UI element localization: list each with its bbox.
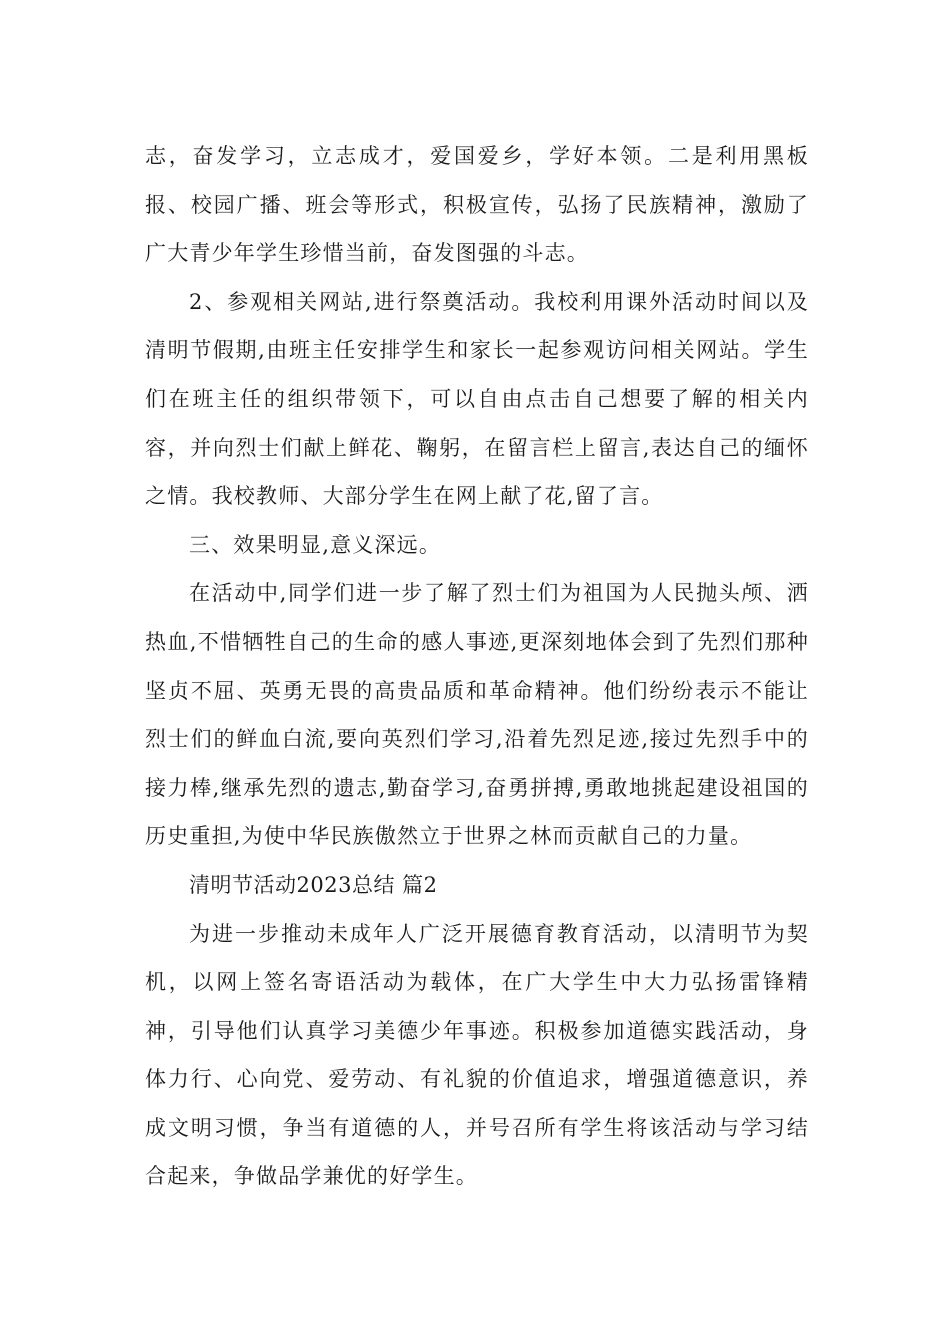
paragraph-activity-impact: 在活动中,同学们进一步了解了烈士们为祖国为人民抛头颅、洒热血,不惜牺牲自己的生命的感人事迹,更深刻地体会到了先烈们那种坚贞不屈、英勇无畏的高贵品质和革命精神。他们纷纷表示不能让烈士们的鲜血白流,要向英烈们学习,沿着先烈足迹,接过先烈手中的接力棒,继承先烈的遗志,勤奋学习,奋勇拼搏,勇敢地挑起建设祖国的历史重担,为使中华民族傲然立于世界之林而贡献自己的力量。 <box>145 581 809 849</box>
article-title-part-2: 清明节活动2023总结 篇2 <box>189 872 438 897</box>
document-body <box>145 132 809 1201</box>
section-heading-results: 三、效果明显,意义深远。 <box>189 532 442 557</box>
paragraph-moral-education: 为进一步推动未成年人广泛开展德育教育活动，以清明节为契机，以网上签名寄语活动为载体，在广大学生中大力弘扬雷锋精神，引导他们认真学习美德少年事迹。积极参加道德实践活动，身体力行、心向党、爱劳动、有礼貌的价值追求，增强道德意识，养成文明习惯，争当有道德的人，并号召所有学生将该活动与学习结合起来，争做品学兼优的好学生。 <box>145 921 809 1189</box>
paragraph-continuation: 志，奋发学习，立志成才，爱国爱乡，学好本领。二是利用黑板报、校园广播、班会等形式，积极宣传，弘扬了民族精神，激励了广大青少年学生珍惜当前，奋发图强的斗志。 <box>145 144 809 266</box>
paragraph-website-visit: 2、参观相关网站,进行祭奠活动。我校利用课外活动时间以及清明节假期,由班主任安排学生和家长一起参观访问相关网站。学生们在班主任的组织带领下，可以自由点击自己想要了解的相关内容，并向烈士们献上鲜花、鞠躬，在留言栏上留言,表达自己的缅怀之情。我校教师、大部分学生在网上献了花,留了言。 <box>145 289 809 509</box>
